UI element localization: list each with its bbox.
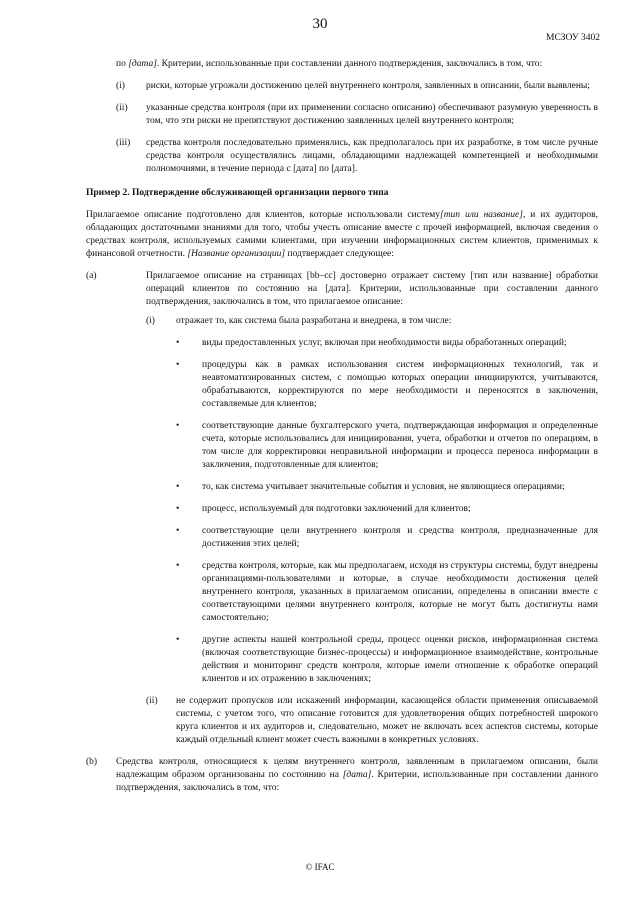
bullet-item	[176, 634, 598, 686]
criteria-label: (i)	[116, 81, 125, 91]
example-heading: Пример 2. Подтверждение обслуживающей организации первого типа	[86, 188, 389, 198]
sub-item-i	[146, 315, 598, 686]
document-code: МСЗОУ 3402	[546, 33, 600, 43]
intro-org-placeholder: [Название организации]	[187, 249, 286, 259]
criteria-text: риски, которые угрожали достижению целей внутреннего контроля, заявленных в описании, были выявлены;	[146, 81, 590, 91]
bullet-text: виды предоставленных услуг, включая при необходимости виды обработанных операций;	[202, 338, 567, 348]
bullet-icon: •	[176, 526, 180, 536]
item-b	[86, 756, 598, 795]
bullet-icon: •	[176, 360, 180, 370]
criteria-label: (iii)	[116, 138, 131, 148]
bullet-icon: •	[176, 504, 180, 514]
item-b-label: (b)	[86, 757, 98, 767]
sub-ii-text: не содержит пропусков или искажений информации, касающейся области применения описываемой системы, с учетом того, что описание готовится для удовлетворения общих потребностей широкого круга клиентов и их аудиторов и, следовательно, может не включать всех аспектов системы, которые каждый отдельный клиент может счесть важными в конкретных условиях.	[176, 696, 598, 745]
criteria-text: указанные средства контроля (при их применении согласно описанию) обеспечивают разумную уверенность в том, что эти риски не препятствуют достижению заявленных целей внутреннего контроля;	[146, 103, 598, 126]
intro-text-e: подтверждает следующее:	[285, 249, 394, 259]
item-a	[86, 270, 598, 747]
intro-text-a: Прилагаемое описание подготовлено для клиентов, которые использовали систему	[86, 210, 440, 220]
item-a-text: Прилагаемое описание на страницах [bb–cc] достоверно отражает систему [тип или название] обработки операций клиентов по состоянию на [дата]. Критерии, использованные при составлении данного подтверждения, заключались в том, что прилагаемое описание:	[146, 271, 598, 307]
item-a-label: (a)	[86, 271, 97, 281]
bullet-text: соответствующие данные бухгалтерского учета, подтверждающая информация и определенные счета, которые использовались для инициирования, учета, обработки и отчетов по операциям, в том числе для корректировки неправильной информации и процесса переноса информации в заключения, подготовленные для клиентов;	[202, 421, 598, 470]
bullet-icon: •	[176, 338, 180, 348]
sub-i-label: (i)	[146, 316, 155, 326]
bullet-item	[176, 525, 598, 551]
bullet-item	[176, 337, 598, 350]
continuation-paragraph	[116, 58, 598, 71]
item-b-text-post: . Критерии, использованные при составлении данного подтверждения, заключались в том, что:	[116, 770, 598, 793]
bullet-text: средства контроля, которые, как мы предполагаем, исходя из структуры системы, будут внедрены организациями-пользователями и которые, в случае необходимости достижения целей внутреннего контроля, указанных в прилагаемом описании, определены в описании вместе с соответствующими целями внутреннего контроля, которые не могут быть достигнуты нами самостоятельно;	[202, 561, 598, 623]
bullet-icon: •	[176, 482, 180, 492]
example-intro-paragraph	[86, 209, 598, 261]
sub-i-body	[176, 315, 598, 686]
bullet-item	[176, 359, 598, 411]
criteria-item-3	[116, 137, 598, 176]
page-content	[86, 58, 598, 795]
bullet-icon: •	[176, 421, 180, 431]
cont-text-pre: по	[116, 59, 129, 69]
criteria-item-2	[116, 102, 598, 128]
intro-system-placeholder: [тип или название]	[440, 210, 523, 220]
bullet-text: то, как система учитывает значительные события и условия, не являющиеся операциями;	[202, 482, 565, 492]
bullet-text: другие аспекты нашей контрольной среды, процесс оценки рисков, информационная система (включая соответствующие бизнес-процессы) и информационное взаимодействие, контрольные действия и мониторинг средств контроля, которые имели отношение к обработке операций клиентов и их отражению в заключениях;	[202, 635, 598, 684]
bullet-item	[176, 503, 598, 516]
item-b-text-pre: Средства контроля, относящиеся к целям внутреннего контроля, заявленным в прилагаемом описании, были надлежащим образом организованы по состоянию на	[116, 757, 598, 780]
bullet-item	[176, 420, 598, 472]
criteria-text: средства контроля последовательно применялись, как предполагалось при их разработке, в том числе ручные средства контроля осуществлялись лицами, обладающими надлежащей компетенцией и необходимыми полномочиями, в течение периода с [дата] по [дата].	[146, 138, 598, 174]
bullet-text: соответствующие цели внутреннего контроля и средства контроля, предназначенные для достижения этих целей;	[202, 526, 598, 549]
criteria-item-1	[116, 80, 598, 93]
bullet-text: процедуры как в рамках использования систем информационных технологий, так и неавтоматизированных систем, с помощью которых операции инициируются, учитываются, обрабатываются, корректируются по мере необходимости и переносятся в заключения, составляемые для клиентов;	[202, 360, 598, 409]
item-b-text	[116, 756, 598, 795]
bullet-text: процесс, используемый для подготовки заключений для клиентов;	[202, 504, 471, 514]
bullet-item	[176, 560, 598, 625]
bullet-item	[176, 481, 598, 494]
cont-date-placeholder: [дата]	[128, 59, 157, 69]
criteria-label: (ii)	[116, 103, 128, 113]
bullet-icon: •	[176, 635, 180, 645]
bullet-icon: •	[176, 561, 180, 571]
item-a-body	[146, 270, 598, 747]
copyright-footer: © IFAC	[305, 862, 335, 872]
sub-item-ii	[146, 695, 598, 747]
page-number: 30	[312, 16, 328, 32]
sub-i-text: отражает то, как система была разработана и внедрена, в том числе:	[176, 316, 452, 326]
item-b-date-placeholder: [дата]	[342, 770, 372, 780]
intro-text-c: , и их аудиторов, обладающих достаточными знаниями для того, чтобы учесть описание вместе с прочей информацией, включая сведения о средствах контроля, используемых самими клиентами, при изучении информационных систем клиентов, применимых к финансовой отчетности.	[86, 210, 598, 259]
cont-text-post: . Критерии, использованные при составлении данного подтверждения, заключались в том, что:	[156, 59, 543, 69]
sub-ii-label: (ii)	[146, 696, 158, 706]
